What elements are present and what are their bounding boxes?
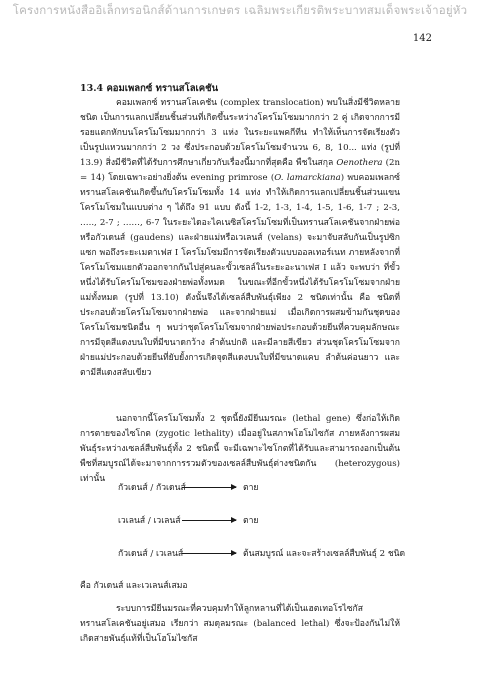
cross-parents: กัวเดนส์ / กัวเดนส์ [118, 483, 186, 493]
arrow-icon [182, 553, 236, 554]
cross-result: ตาย [243, 516, 259, 526]
species-name: O. lamarckiana [274, 173, 341, 183]
cross-row [118, 513, 181, 527]
cross-summary: คือ กัวเดนส์ และเวเลนส์เสมอ [80, 581, 188, 591]
paragraph-balanced-lethal: ระบบการมียีนมรณะที่ควบคุมทำให้ลูกหลานที่ได้เป็นเฮตเทอโรไซกัส ทรานสโลเคชันอยู่เสมอ เรียกว่า สมดุลมรณะ (balanced lethal) ซึ่งจะป้องกันไม่ให้เกิดสายพันธุ์แท้ที่เป็นโฮโมไซกัส [80, 604, 400, 644]
paragraph-complex-translocation [80, 96, 400, 381]
cross-parents: กัวเดนส์ / เวเลนส์ [118, 549, 184, 559]
cross-row [118, 480, 186, 494]
page-number: 142 [412, 33, 432, 44]
arrow-icon [182, 520, 236, 521]
paragraph-lethal-gene: นอกจากนี้โครโมโซมทั้ง 2 ชุดนี้ยังมียีนมรณะ (lethal gene) ซึ่งก่อให้เกิดการตายของไซโกต (zygotic lethality) เมื่ออยู่ในสภาพโฮโมไซกัส ภายหลังการผสมพันธุ์ระหว่างเซลล์สืบพันธุ์ทั้ง 2 ชนิดนี้ จะมีเฉพาะไซโกตที่ได้รับและสามารถงอกเป็นต้นพืชที่สมบูรณ์ได้จะมาจากการรวมตัวของเซลล์สืบพันธุ์ต่างชนิดกัน (heterozygous) เท่านั้น [80, 414, 400, 484]
cross-row [118, 546, 184, 560]
cross-parents: เวเลนส์ / เวเลนส์ [118, 516, 181, 526]
paragraph-text: คอมเพลกซ์ ทรานสโลเคชัน (complex translocation) พบในสิ่งมีชีวิตหลายชนิด เป็นการแลกเปลี่ยนชิ้นส่วนที่เกิดขึ้นระหว่างโครโมโซมมากกว่า 2 คู่ เกิดจากการมีรอยแตกหักบนโครโมโซมมากกว่า 3 แห่ง ในระยะแพคกีทีน ทำให้เห็นการจัดเรียงตัวเป็นรูปแหวนมากกว่า 2 วง ซึ่งประกอบด้วยโครโมโซมจำนวน 6, 8, 10... แท่ง (รูปที่ 13.9) สิ่งมีชีวิตที่ได้รับการศึกษาเกี่ยวกับเรื่องนี้มากที่สุดคือ พืชในสกุล [80, 98, 400, 168]
watermark-header: โครงการหนังสืออิเล็กทรอนิกส์ด้านการเกษตร เฉลิมพระเกียรติพระบาทสมเด็จพระเจ้าอยู่หัว [12, 3, 468, 17]
cross-result: ตาย [243, 483, 259, 493]
paragraph-text: ) พบคอมเพลกซ์ ทรานสโลเคชันเกิดขึ้นกับโครโมโซมทั้ง 14 แท่ง ทำให้เกิดการแลกเปลี่ยนชิ้นส่วนแขนโครโมโซมในแบบต่าง ๆ ได้ถึง 91 แบบ ดังนี้ 1-2, 1-3, 1-4, 1-5, 1-6, 1-7 ; 2-3, ….., 2-7 ; ……, 6-7 ในระยะไดอะไคเนซิสโครโมโซมที่เป็นทรานสโลเคชันจากฝ่ายพ่อหรือกัวเดนส์ (gaudens) และฝ่ายแม่หรือเวเลนส์ (velans) จะมาจับสลับกันเป็นรูปซิกแซก พอถึงระยะเมตาเฟส I โครโมโซมมีการจัดเรียงตัวแบบออลเทอร์เนท ภายหลังจากที่โครโมโซมแยกตัวออกจากกันไปสู่คนละขั้วเซลล์ในระยะอะนาเฟส I แล้ว จะพบว่า ที่ขั้วหนึ่งได้รับโครโมโซมของฝ่ายพ่อทั้งหมด ในขณะที่อีกขั้วหนึ่งได้รับโครโมโซมจากฝ่ายแม่ทั้งหมด (รูปที่ 13.10) ดังนั้นจึงได้เซลล์สืบพันธุ์เพียง 2 ชนิดเท่านั้น คือ ชนิดที่ประกอบด้วยโครโมโซมจากฝ่ายพ่อ และจากฝ่ายแม่ เมื่อเกิดการผสมข้ามกันชุดของโครโมโซมชนิดอื่น ๆ พบว่าชุดโครโมโซมจากฝ่ายพ่อประกอบด้วยยีนที่ควบคุมลักษณะการมีจุดสีแดงบนใบที่มีขนาดกว้าง ลำต้นปกติ และมีลายสีเขียว ส่วนชุดโครโมโซมจากฝ่ายแม่ประกอบด้วยยีนที่ยับยั้งการเกิดจุดสีแดงบนใบที่มีขนาดแคบ ลำต้นค่อนยาว และตามีสีแดงสลับเขียว [80, 173, 401, 378]
paragraph-text: (2n = 14) โดยเฉพาะอย่างยิ่งต้น evening primrose ( [80, 158, 400, 183]
genus-name: Oenothera [336, 158, 383, 168]
section-heading: 13.4 คอมเพลกซ์ ทรานสโลเคชัน [80, 83, 219, 94]
cross-result: ต้นสมบูรณ์ และจะสร้างเซลล์สืบพันธุ์ 2 ชนิด [243, 549, 406, 559]
arrow-icon [182, 487, 236, 488]
